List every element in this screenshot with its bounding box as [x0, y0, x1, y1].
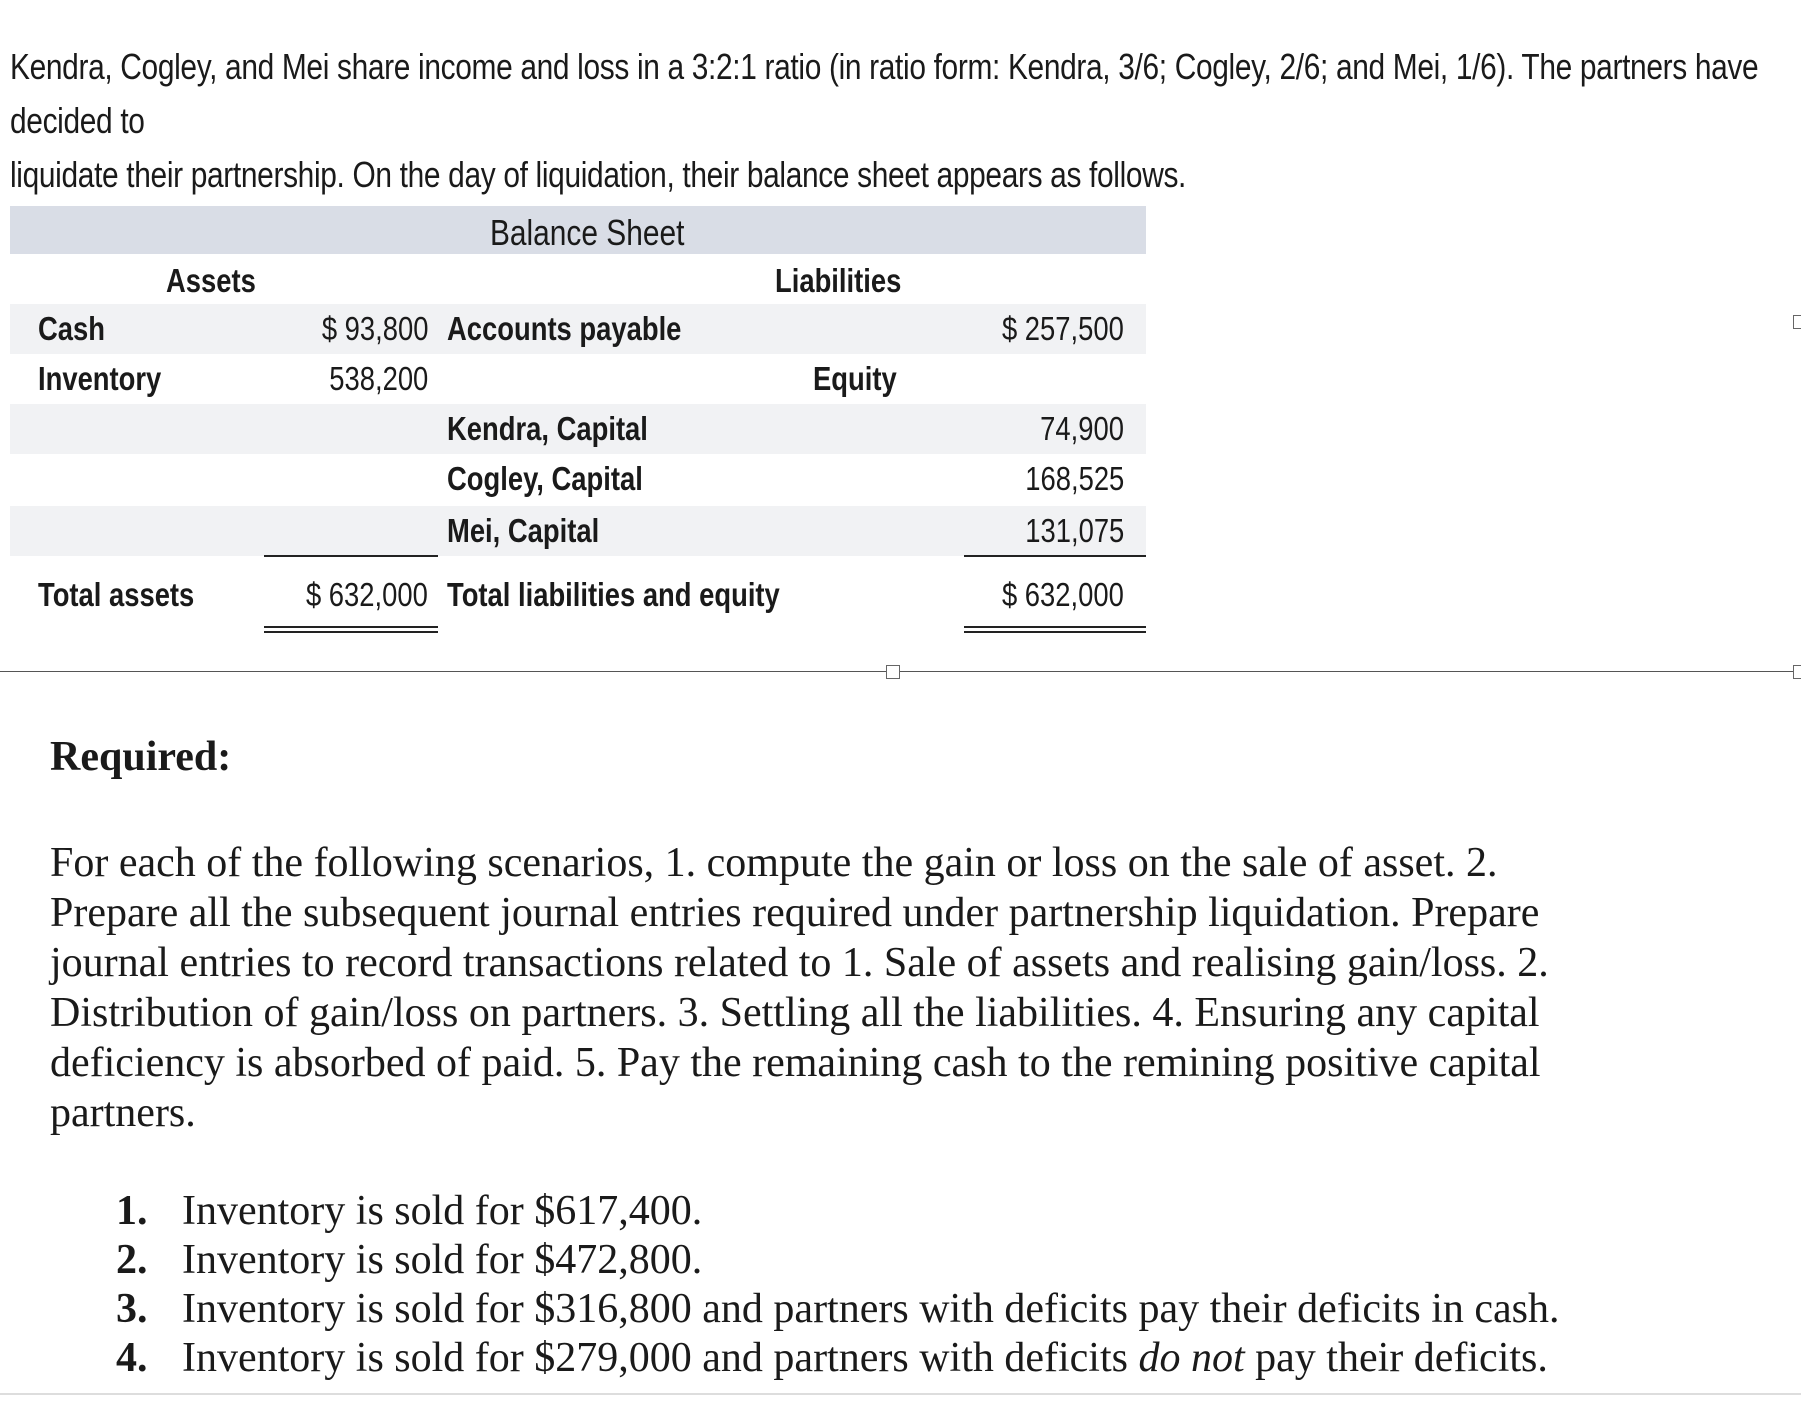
scenario-item [112, 1285, 1560, 1334]
total-assets-value: $ 632,000 [306, 576, 428, 613]
scenario-text: Inventory is sold for $316,800 and partners with deficits pay their deficits in cash. [182, 1286, 1560, 1332]
balance-sheet-title: Balance Sheet [490, 212, 685, 253]
cash-value: $ 93,800 [321, 310, 428, 347]
inventory-value: 538,200 [328, 360, 428, 397]
scenario-item [112, 1334, 1560, 1383]
inventory-label: Inventory [38, 360, 162, 397]
accounts-payable-value: $ 257,500 [1002, 310, 1124, 347]
balance-sheet-title-row [10, 206, 1146, 254]
scenario-text-end: pay their deficits. [1244, 1335, 1548, 1381]
kendra-capital-label: Kendra, Capital [447, 410, 648, 447]
required-instructions: For each of the following scenarios, 1. compute the gain or loss on the sale of asset. 2. Prepare all the subsequent journal entries required under partnership liquidation. Prepare journal entries to record transactions related to 1. Sale of assets and realising gain/loss. 2. Distribution of gain/loss on partners. 3. Settling all the liabilities. 4. Ensuring any capital deficiency is absorbed of paid. 5. Pay the remaining cash to the remining positive capital partners. [50, 840, 1549, 1136]
total-liabilities-equity-label: Total liabilities and equity [447, 576, 780, 613]
total-assets-label: Total assets [38, 576, 195, 613]
scenario-number: 1. [116, 1188, 148, 1234]
liabilities-header: Liabilities [775, 262, 902, 299]
cogley-capital-label: Cogley, Capital [447, 460, 643, 497]
assets-total-double-rule [264, 626, 438, 633]
bottom-border [0, 1393, 1801, 1395]
scenario-text: Inventory is sold for $472,800. [182, 1237, 703, 1283]
required-heading: Required: [50, 734, 232, 780]
cogley-capital-value: 168,525 [1024, 460, 1124, 497]
resize-handle-right-icon[interactable] [1793, 665, 1801, 679]
scenario-number: 2. [116, 1237, 148, 1283]
mei-capital-value: 131,075 [1024, 512, 1124, 549]
scenario-text-emphasis: do not [1138, 1335, 1245, 1381]
intro-line-2: liquidate their partnership. On the day of liquidation, their balance sheet appears as follows. [10, 154, 1187, 195]
resize-handle-top-right-icon[interactable] [1793, 315, 1801, 329]
equity-header: Equity [813, 360, 897, 397]
section-divider [0, 671, 1801, 672]
scenario-number: 3. [116, 1286, 148, 1332]
intro-line-1: Kendra, Cogley, and Mei share income and loss in a 3:2:1 ratio (in ratio form: Kendra, 3/6; Cogley, 2/6; and Mei, 1/6). The partners have decided to [10, 46, 1759, 141]
scenario-item [112, 1187, 1560, 1236]
equity-subtotal-rule [964, 555, 1146, 557]
scenario-item [112, 1236, 1560, 1285]
intro-paragraph [10, 40, 1795, 202]
accounts-payable-label: Accounts payable [447, 310, 682, 347]
scenario-list [112, 1187, 1560, 1383]
kendra-capital-value: 74,900 [1040, 410, 1124, 447]
equity-total-double-rule [964, 626, 1146, 633]
scenario-number: 4. [116, 1335, 148, 1381]
cash-label: Cash [38, 310, 105, 347]
total-liabilities-equity-value: $ 632,000 [1002, 576, 1124, 613]
mei-capital-label: Mei, Capital [447, 512, 600, 549]
assets-header: Assets [166, 262, 256, 299]
resize-handle-icon[interactable] [886, 665, 900, 679]
assets-subtotal-rule [264, 555, 438, 557]
scenario-text: Inventory is sold for $617,400. [182, 1188, 703, 1234]
scenario-text-start: Inventory is sold for $279,000 and partners with deficits [182, 1335, 1139, 1381]
